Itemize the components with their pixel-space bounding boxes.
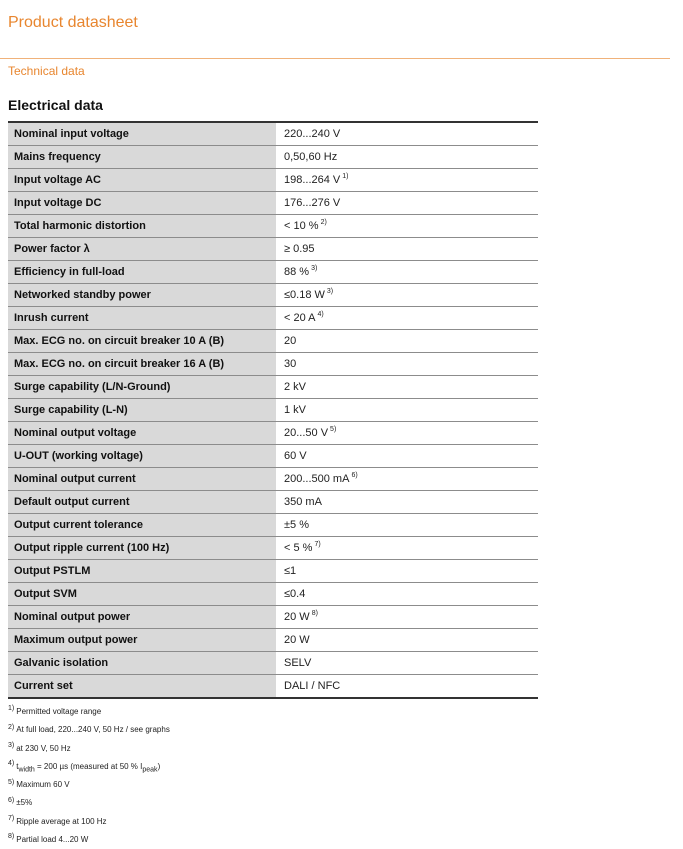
title-divider — [0, 58, 670, 59]
table-row — [8, 652, 538, 675]
footnote-ref: 6) — [351, 471, 358, 479]
footnote-end: ) — [157, 761, 161, 771]
footnote-1 — [8, 703, 408, 721]
footnote-number: 4) — [8, 760, 15, 768]
param-value: ≥ 0.95 — [284, 242, 315, 255]
table-row — [8, 606, 538, 629]
param-value-cell — [276, 537, 538, 560]
param-name: Max. ECG no. on circuit breaker 10 A (B) — [8, 330, 276, 353]
footnote-ref: 7) — [314, 540, 321, 548]
footnote-text: Partial load 4...20 W — [16, 835, 89, 845]
param-name: Networked standby power — [8, 284, 276, 307]
footnote-number: 7) — [8, 815, 15, 823]
table-row — [8, 122, 538, 146]
param-value: 350 mA — [284, 495, 322, 508]
param-value-cell — [276, 122, 538, 146]
footnote-4 — [8, 758, 408, 776]
param-value-cell — [276, 445, 538, 468]
param-value-cell — [276, 560, 538, 583]
footnote-number: 1) — [8, 705, 15, 713]
table-row — [8, 192, 538, 215]
param-name: Output SVM — [8, 583, 276, 606]
table-row — [8, 353, 538, 376]
param-value: 220...240 V — [284, 127, 341, 140]
param-name: Surge capability (L-N) — [8, 399, 276, 422]
param-value-cell — [276, 376, 538, 399]
param-name: Max. ECG no. on circuit breaker 16 A (B) — [8, 353, 276, 376]
param-value-cell — [276, 261, 538, 284]
table-row — [8, 537, 538, 560]
param-name: Output ripple current (100 Hz) — [8, 537, 276, 560]
param-value-cell — [276, 169, 538, 192]
footnote-text: at 230 V, 50 Hz — [16, 743, 71, 753]
footnote-text: Maximum 60 V — [16, 780, 70, 790]
param-value: 20 — [284, 334, 297, 347]
table-row — [8, 330, 538, 353]
footnote-t: t — [16, 761, 19, 771]
footnote-ref: 3) — [326, 287, 334, 295]
footnote-2 — [8, 721, 408, 739]
param-name: Inrush current — [8, 307, 276, 330]
param-value-cell — [276, 353, 538, 376]
footnote-number: 3) — [8, 741, 15, 749]
param-name: Power factor λ — [8, 238, 276, 261]
param-value: < 5 % — [284, 541, 313, 554]
param-name: Efficiency in full-load — [8, 261, 276, 284]
table-row — [8, 238, 538, 261]
param-value: 30 — [284, 357, 297, 370]
footnote-text: Permitted voltage range — [16, 707, 102, 716]
param-value-cell — [276, 583, 538, 606]
footnote-3 — [8, 740, 408, 758]
footnote-ref: 3) — [311, 264, 318, 272]
param-value: 20 W — [284, 633, 310, 646]
param-value-cell — [276, 307, 538, 330]
footnote-ref: 2) — [320, 218, 327, 226]
param-value: ≤1 — [284, 564, 297, 577]
param-name: Nominal output voltage — [8, 422, 276, 445]
param-name: U-OUT (working voltage) — [8, 445, 276, 468]
param-name: Input voltage DC — [8, 192, 276, 215]
footnote-7 — [8, 813, 408, 831]
param-value-cell — [276, 422, 538, 445]
param-value-cell — [276, 468, 538, 491]
electrical-data-table — [8, 121, 538, 699]
param-value: 0,50,60 Hz — [284, 150, 338, 163]
footnote-ref: 5) — [330, 425, 337, 433]
param-value: 60 V — [284, 449, 307, 462]
footnote-5 — [8, 776, 408, 794]
footnote-number: 8) — [8, 833, 15, 841]
param-value: 20 W — [284, 610, 310, 623]
table-row — [8, 146, 538, 169]
table-row — [8, 169, 538, 192]
table-row — [8, 307, 538, 330]
table-row — [8, 583, 538, 606]
table-row — [8, 215, 538, 238]
param-value-cell — [276, 192, 538, 215]
param-value-cell — [276, 284, 538, 307]
param-value-cell — [276, 606, 538, 629]
section-label: Technical data — [8, 64, 85, 78]
footnote-text: = 200 µs (measured at 50 % I — [34, 761, 143, 771]
param-value: ±5 % — [284, 518, 309, 531]
table-row — [8, 399, 538, 422]
param-name: Nominal output power — [8, 606, 276, 629]
footnote-text: At full load, 220...240 V, 50 Hz / see graphs — [16, 725, 170, 735]
param-value-cell — [276, 514, 538, 537]
param-value-cell — [276, 238, 538, 261]
table-row — [8, 445, 538, 468]
table-row — [8, 514, 538, 537]
param-value: 2 kV — [284, 380, 307, 393]
param-value: SELV — [284, 656, 312, 669]
footnote-8 — [8, 831, 408, 849]
param-value-cell — [276, 652, 538, 675]
footnote-text: Ripple average at 100 Hz — [16, 816, 107, 826]
table-row — [8, 422, 538, 445]
param-value-cell — [276, 215, 538, 238]
param-name: Current set — [8, 675, 276, 699]
param-value-cell — [276, 399, 538, 422]
param-value-cell — [276, 146, 538, 169]
param-name: Nominal output current — [8, 468, 276, 491]
section-heading: Electrical data — [8, 97, 103, 113]
param-value: 200...500 mA — [284, 472, 350, 485]
table-row — [8, 284, 538, 307]
footnote-number: 5) — [8, 778, 15, 786]
param-value: 176...276 V — [284, 196, 341, 209]
param-name: Output current tolerance — [8, 514, 276, 537]
param-name: Total harmonic distortion — [8, 215, 276, 238]
param-value: DALI / NFC — [284, 679, 341, 692]
param-value-cell — [276, 629, 538, 652]
footnote-subscript-peak: peak — [142, 766, 158, 774]
footnote-number: 2) — [8, 723, 15, 731]
param-name: Surge capability (L/N-Ground) — [8, 376, 276, 399]
footnote-text: ±5% — [16, 798, 33, 808]
param-value: 198...264 V — [284, 173, 341, 186]
param-value: 20...50 V — [284, 426, 329, 439]
table-row — [8, 629, 538, 652]
table-row — [8, 468, 538, 491]
param-value: ≤0.4 — [284, 587, 306, 600]
param-name: Galvanic isolation — [8, 652, 276, 675]
param-value-cell — [276, 491, 538, 514]
param-name: Nominal input voltage — [8, 122, 276, 146]
footnote-subscript-width: width — [18, 766, 35, 774]
table-row — [8, 560, 538, 583]
param-value: 88 % — [284, 265, 310, 278]
param-name: Input voltage AC — [8, 169, 276, 192]
param-value: < 10 % — [284, 219, 319, 232]
footnote-ref: 8) — [311, 609, 318, 617]
table-row — [8, 491, 538, 514]
footnote-ref: 1) — [342, 172, 349, 180]
page-title: Product datasheet — [8, 14, 138, 31]
param-value: < 20 A — [284, 311, 316, 324]
param-value-cell — [276, 675, 538, 699]
table-row — [8, 376, 538, 399]
param-name: Maximum output power — [8, 629, 276, 652]
param-value: 1 kV — [284, 403, 307, 416]
param-value: ≤0.18 W — [284, 288, 325, 301]
footnote-6 — [8, 794, 408, 812]
param-name: Mains frequency — [8, 146, 276, 169]
footnote-number: 6) — [8, 796, 15, 804]
table-row — [8, 675, 538, 699]
param-name: Default output current — [8, 491, 276, 514]
footnotes — [8, 703, 408, 849]
param-value-cell — [276, 330, 538, 353]
param-name: Output PSTLM — [8, 560, 276, 583]
footnote-ref: 4) — [317, 310, 324, 318]
table-row — [8, 261, 538, 284]
